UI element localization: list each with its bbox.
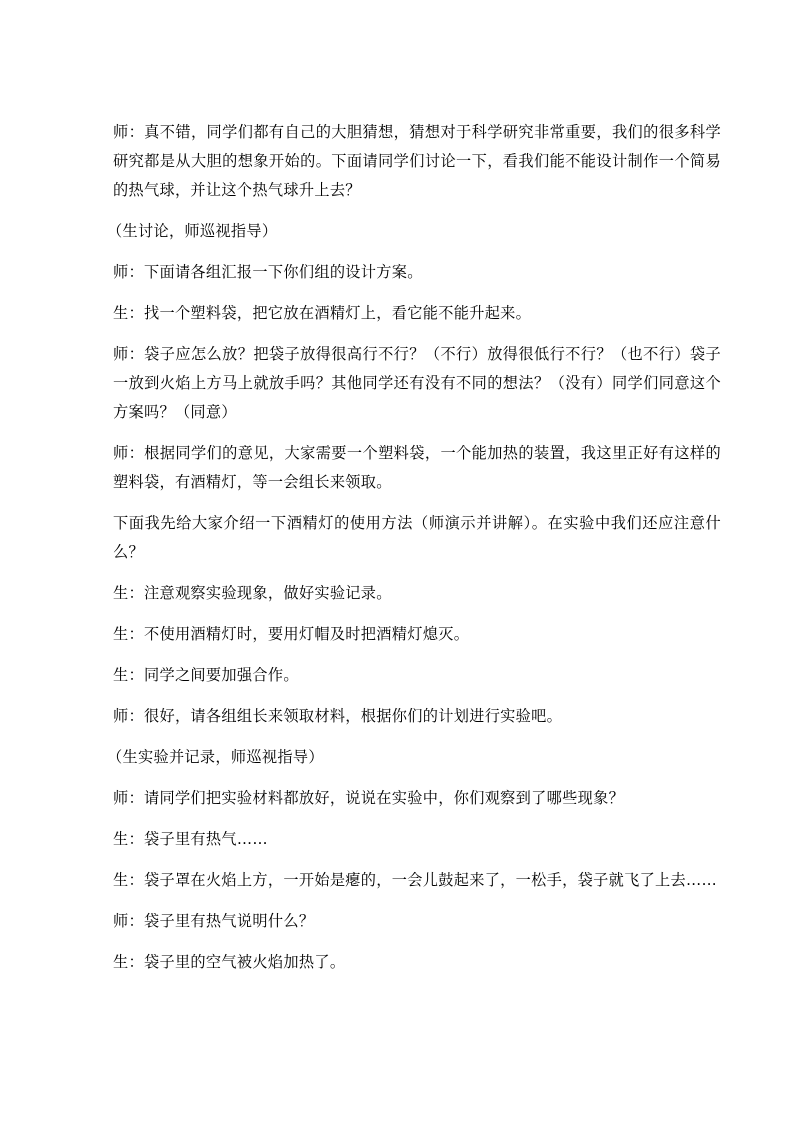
- paragraph-student-plan: 生：找一个塑料袋，把它放在酒精灯上，看它能不能升起来。: [113, 304, 532, 322]
- paragraph-teacher-questions: 师：袋子应怎么放？把袋子放得很高行不行？（不行）放得很低行不行？（也不行）袋子一放到火焰上方马上就放手吗？其他同学还有没有不同的想法？（没有）同学们同意这个方案吗？（同意）: [113, 345, 721, 421]
- paragraph-student-air-heated: 生：袋子里的空气被火焰加热了。: [113, 953, 346, 971]
- paragraph-teacher-start-experiment: 师：很好，请各组组长来领取材料，根据你们的计划进行实验吧。: [113, 707, 563, 725]
- paragraph-student-bag-flies: 生：袋子罩在火焰上方，一开始是瘪的，一会儿鼓起来了，一松手，袋子就飞了上去……: [113, 871, 718, 889]
- paragraph-teacher-report-request: 师：下面请各组汇报一下你们组的设计方案。: [113, 263, 423, 281]
- paragraph-student-extinguish: 生：不使用酒精灯时，要用灯帽及时把酒精灯熄灭。: [113, 625, 470, 643]
- paragraph-student-experiment: （生实验并记录，师巡视指导）: [107, 748, 324, 766]
- paragraph-alcohol-lamp-intro: 下面我先给大家介绍一下酒精灯的使用方法（师演示并讲解）。在实验中我们还应注意什么？: [113, 514, 721, 561]
- paragraph-student-cooperate: 生：同学之间要加强合作。: [113, 666, 299, 684]
- paragraph-student-observe: 生：注意观察实验现象，做好实验记录。: [113, 584, 392, 602]
- paragraph-teacher-praise: 师：真不错，同学们都有自己的大胆猜想，猜想对于科学研究非常重要，我们的很多科学研究都是从大胆的想象开始的。下面请同学们讨论一下，看我们能不能设计制作一个简易的热气球，并让这个热气球升上去？: [113, 123, 721, 199]
- paragraph-teacher-meaning: 师：袋子里有热气说明什么？: [113, 912, 315, 930]
- paragraph-teacher-materials: 师：根据同学们的意见，大家需要一个塑料袋，一个能加热的装置，我这里正好有这样的塑料袋，有酒精灯，等一会组长来领取。: [113, 444, 721, 491]
- paragraph-teacher-observations: 师：请同学们把实验材料都放好，说说在实验中，你们观察到了哪些现象？: [113, 789, 625, 807]
- paragraph-student-discussion: （生讨论，师巡视指导）: [107, 222, 278, 240]
- document-body: [107, 118, 721, 989]
- paragraph-student-hot-air: 生：袋子里有热气……: [113, 830, 268, 848]
